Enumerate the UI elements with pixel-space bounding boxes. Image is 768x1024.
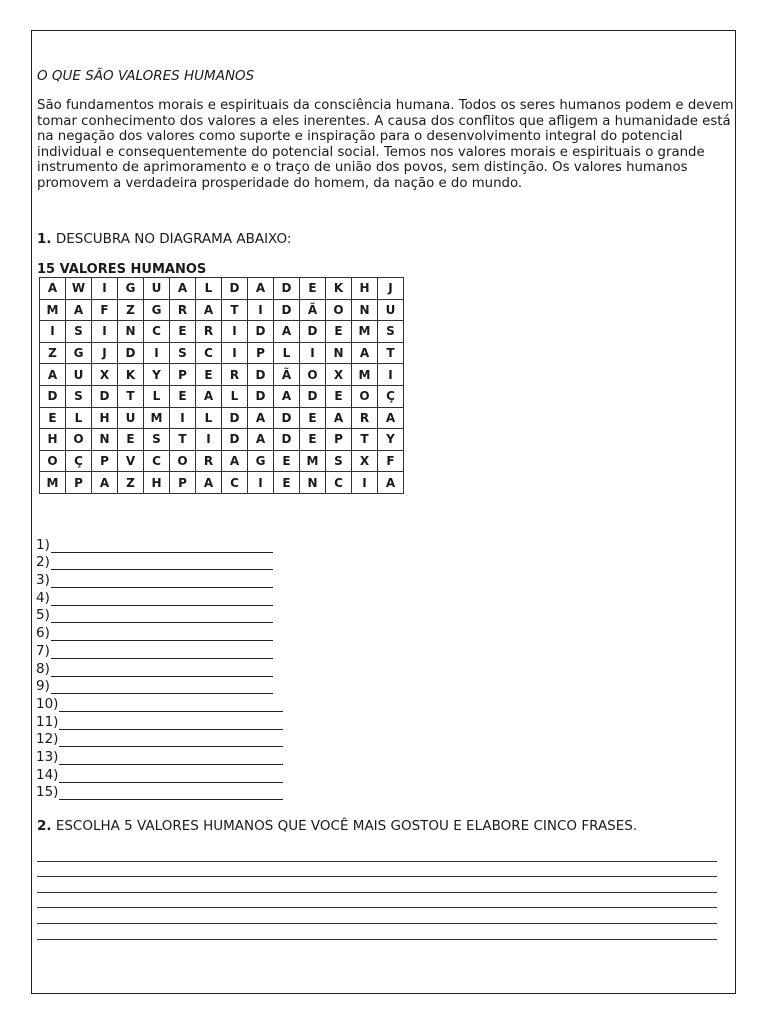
grid-cell: O bbox=[170, 450, 196, 472]
grid-cell: E bbox=[170, 321, 196, 343]
grid-cell: H bbox=[352, 278, 378, 300]
writing-line[interactable] bbox=[37, 862, 717, 878]
grid-cell: M bbox=[40, 472, 66, 494]
answer-row bbox=[36, 535, 283, 553]
grid-cell: C bbox=[222, 472, 248, 494]
grid-cell: U bbox=[66, 364, 92, 386]
grid-cell: I bbox=[92, 278, 118, 300]
grid-cell: I bbox=[352, 472, 378, 494]
grid-row bbox=[40, 429, 404, 451]
grid-cell: E bbox=[274, 472, 300, 494]
page-title: O QUE SÃO VALORES HUMANOS bbox=[37, 68, 255, 84]
answer-row bbox=[36, 747, 283, 765]
grid-cell: D bbox=[300, 385, 326, 407]
grid-cell: C bbox=[196, 342, 222, 364]
grid-cell: I bbox=[248, 299, 274, 321]
grid-cell: G bbox=[248, 450, 274, 472]
grid-cell: F bbox=[92, 299, 118, 321]
grid-cell: T bbox=[352, 429, 378, 451]
answer-row bbox=[36, 712, 283, 730]
grid-cell: D bbox=[274, 278, 300, 300]
grid-cell: E bbox=[300, 278, 326, 300]
word-search-grid bbox=[39, 277, 404, 494]
grid-cell: E bbox=[326, 385, 352, 407]
grid-cell: D bbox=[118, 342, 144, 364]
grid-cell: N bbox=[352, 299, 378, 321]
grid-cell: C bbox=[326, 472, 352, 494]
answer-line[interactable] bbox=[51, 540, 273, 553]
answer-number: 1) bbox=[36, 536, 50, 553]
answer-number: 13) bbox=[36, 748, 59, 765]
grid-cell: S bbox=[144, 429, 170, 451]
grid-cell: D bbox=[92, 385, 118, 407]
grid-cell: Ç bbox=[378, 385, 404, 407]
grid-cell: O bbox=[40, 450, 66, 472]
answer-number: 11) bbox=[36, 713, 59, 730]
grid-cell: M bbox=[352, 321, 378, 343]
grid-cell: R bbox=[222, 364, 248, 386]
answer-line[interactable] bbox=[59, 787, 283, 800]
grid-cell: R bbox=[352, 407, 378, 429]
answer-number: 10) bbox=[36, 695, 59, 712]
grid-cell: A bbox=[248, 407, 274, 429]
grid-cell: Ã bbox=[274, 364, 300, 386]
answer-row bbox=[36, 677, 283, 695]
grid-row bbox=[40, 321, 404, 343]
grid-cell: N bbox=[300, 472, 326, 494]
grid-cell: Z bbox=[40, 342, 66, 364]
grid-cell: I bbox=[144, 342, 170, 364]
answer-line[interactable] bbox=[51, 646, 273, 659]
answer-number: 4) bbox=[36, 589, 50, 606]
grid-cell: D bbox=[222, 407, 248, 429]
grid-cell: R bbox=[196, 450, 222, 472]
grid-cell: J bbox=[378, 278, 404, 300]
grid-cell: U bbox=[144, 278, 170, 300]
grid-cell: P bbox=[326, 429, 352, 451]
grid-cell: E bbox=[196, 364, 222, 386]
answer-row bbox=[36, 694, 283, 712]
grid-cell: I bbox=[196, 429, 222, 451]
grid-cell: Ç bbox=[66, 450, 92, 472]
grid-cell: A bbox=[378, 407, 404, 429]
grid-cell: X bbox=[92, 364, 118, 386]
answer-line[interactable] bbox=[51, 664, 273, 677]
answer-row bbox=[36, 588, 283, 606]
writing-line[interactable] bbox=[37, 846, 717, 862]
answer-row bbox=[36, 641, 283, 659]
grid-cell: T bbox=[118, 385, 144, 407]
answer-number: 6) bbox=[36, 625, 50, 642]
answer-line[interactable] bbox=[59, 770, 283, 783]
grid-cell: P bbox=[248, 342, 274, 364]
grid-cell: A bbox=[222, 450, 248, 472]
grid-cell: L bbox=[196, 407, 222, 429]
grid-cell: T bbox=[222, 299, 248, 321]
grid-cell: Y bbox=[378, 429, 404, 451]
grid-cell: Ã bbox=[300, 299, 326, 321]
answer-number: 8) bbox=[36, 660, 50, 677]
grid-cell: D bbox=[274, 429, 300, 451]
grid-cell: D bbox=[248, 321, 274, 343]
answer-line[interactable] bbox=[51, 628, 273, 641]
grid-cell: S bbox=[378, 321, 404, 343]
grid-row bbox=[40, 450, 404, 472]
grid-cell: L bbox=[222, 385, 248, 407]
question-1 bbox=[37, 231, 291, 247]
grid-cell: A bbox=[326, 407, 352, 429]
grid-cell: E bbox=[118, 429, 144, 451]
grid-row bbox=[40, 299, 404, 321]
writing-line[interactable] bbox=[37, 877, 717, 893]
grid-cell: A bbox=[40, 278, 66, 300]
grid-cell: E bbox=[326, 321, 352, 343]
grid-cell: D bbox=[222, 278, 248, 300]
grid-cell: K bbox=[326, 278, 352, 300]
grid-cell: I bbox=[170, 407, 196, 429]
grid-cell: N bbox=[92, 429, 118, 451]
grid-cell: P bbox=[170, 472, 196, 494]
grid-cell: A bbox=[196, 385, 222, 407]
answer-number: 2) bbox=[36, 554, 50, 571]
grid-cell: H bbox=[144, 472, 170, 494]
question-1-number: 1. bbox=[37, 231, 52, 247]
grid-cell: A bbox=[274, 321, 300, 343]
grid-cell: R bbox=[196, 321, 222, 343]
question-1-text: DESCUBRA NO DIAGRAMA ABAIXO: bbox=[55, 231, 292, 247]
grid-cell: H bbox=[40, 429, 66, 451]
answer-row bbox=[36, 783, 283, 801]
answer-row bbox=[36, 623, 283, 641]
grid-cell: G bbox=[118, 278, 144, 300]
grid-cell: I bbox=[378, 364, 404, 386]
grid-cell: Y bbox=[144, 364, 170, 386]
grid-cell: J bbox=[92, 342, 118, 364]
grid-cell: I bbox=[92, 321, 118, 343]
grid-cell: L bbox=[66, 407, 92, 429]
grid-cell: A bbox=[40, 364, 66, 386]
grid-cell: U bbox=[378, 299, 404, 321]
intro-paragraph: São fundamentos morais e espirituais da consciência humana. Todos os seres humanos podem e devem tomar conhecimento dos valores a eles inerentes. A causa dos conflitos que afligem a humanidade está na negação dos valores como suporte e inspiração para o desenvolvimento integral do potencial individual e consequentemente do potencial social. Temos nos valores morais e espirituais o grande instrumento de aprimoramento e o traço de união dos povos, sem distinção. Os valores humanos promovem a verdadeira prosperidade do homem, da nação e do mundo. bbox=[37, 98, 734, 191]
writing-line[interactable] bbox=[37, 893, 717, 909]
answer-line[interactable] bbox=[59, 734, 283, 747]
grid-cell: L bbox=[144, 385, 170, 407]
grid-cell: A bbox=[248, 429, 274, 451]
grid-cell: E bbox=[300, 407, 326, 429]
grid-cell: P bbox=[66, 472, 92, 494]
grid-cell: A bbox=[170, 278, 196, 300]
grid-row bbox=[40, 364, 404, 386]
grid-cell: L bbox=[196, 278, 222, 300]
grid-cell: A bbox=[378, 472, 404, 494]
grid-cell: N bbox=[326, 342, 352, 364]
grid-cell: Z bbox=[118, 472, 144, 494]
grid-row bbox=[40, 472, 404, 494]
answer-line[interactable] bbox=[51, 593, 273, 606]
grid-cell: E bbox=[170, 385, 196, 407]
grid-cell: E bbox=[40, 407, 66, 429]
answer-number: 14) bbox=[36, 766, 59, 783]
grid-cell: I bbox=[40, 321, 66, 343]
answer-number: 9) bbox=[36, 678, 50, 695]
grid-cell: S bbox=[170, 342, 196, 364]
grid-cell: A bbox=[66, 299, 92, 321]
grid-cell: O bbox=[326, 299, 352, 321]
answer-number: 7) bbox=[36, 642, 50, 659]
grid-cell: D bbox=[248, 364, 274, 386]
grid-cell: A bbox=[196, 299, 222, 321]
answer-row bbox=[36, 765, 283, 783]
answer-line[interactable] bbox=[59, 717, 283, 730]
grid-cell: D bbox=[40, 385, 66, 407]
answer-row bbox=[36, 730, 283, 748]
grid-cell: D bbox=[274, 407, 300, 429]
answer-row bbox=[36, 659, 283, 677]
grid-cell: M bbox=[144, 407, 170, 429]
grid-cell: S bbox=[66, 321, 92, 343]
grid-cell: M bbox=[300, 450, 326, 472]
answer-list bbox=[36, 535, 283, 800]
grid-cell: M bbox=[352, 364, 378, 386]
grid-cell: A bbox=[352, 342, 378, 364]
grid-title: 15 VALORES HUMANOS bbox=[37, 262, 207, 277]
grid-cell: A bbox=[274, 385, 300, 407]
grid-cell: N bbox=[118, 321, 144, 343]
grid-row bbox=[40, 278, 404, 300]
grid-cell: P bbox=[92, 450, 118, 472]
grid-row bbox=[40, 385, 404, 407]
answer-row bbox=[36, 606, 283, 624]
grid-cell: Z bbox=[118, 299, 144, 321]
answer-row bbox=[36, 553, 283, 571]
writing-line[interactable] bbox=[37, 908, 717, 924]
grid-cell: X bbox=[352, 450, 378, 472]
grid-cell: R bbox=[170, 299, 196, 321]
answer-number: 5) bbox=[36, 607, 50, 624]
answer-line[interactable] bbox=[51, 557, 273, 570]
grid-cell: U bbox=[118, 407, 144, 429]
grid-cell: O bbox=[352, 385, 378, 407]
grid-cell: E bbox=[300, 429, 326, 451]
grid-cell: I bbox=[222, 321, 248, 343]
grid-cell: D bbox=[274, 299, 300, 321]
grid-cell: I bbox=[248, 472, 274, 494]
grid-cell: A bbox=[92, 472, 118, 494]
answer-line[interactable] bbox=[51, 681, 273, 694]
grid-cell: K bbox=[118, 364, 144, 386]
grid-cell: C bbox=[144, 321, 170, 343]
grid-cell: D bbox=[222, 429, 248, 451]
grid-cell: P bbox=[170, 364, 196, 386]
answer-number: 12) bbox=[36, 731, 59, 748]
grid-cell: W bbox=[66, 278, 92, 300]
answer-line[interactable] bbox=[51, 610, 273, 623]
grid-cell: T bbox=[378, 342, 404, 364]
answer-number: 15) bbox=[36, 784, 59, 801]
grid-cell: D bbox=[248, 385, 274, 407]
grid-cell: S bbox=[66, 385, 92, 407]
answer-number: 3) bbox=[36, 572, 50, 589]
grid-cell: O bbox=[66, 429, 92, 451]
answer-line[interactable] bbox=[51, 575, 273, 588]
grid-cell: I bbox=[300, 342, 326, 364]
grid-cell: C bbox=[144, 450, 170, 472]
answer-row bbox=[36, 570, 283, 588]
answer-line[interactable] bbox=[59, 699, 283, 712]
grid-cell: T bbox=[170, 429, 196, 451]
grid-cell: E bbox=[274, 450, 300, 472]
grid-cell: O bbox=[300, 364, 326, 386]
writing-line[interactable] bbox=[37, 924, 717, 940]
grid-row bbox=[40, 342, 404, 364]
grid-cell: S bbox=[326, 450, 352, 472]
grid-cell: M bbox=[40, 299, 66, 321]
grid-cell: D bbox=[300, 321, 326, 343]
question-2-text: ESCOLHA 5 VALORES HUMANOS QUE VOCÊ MAIS GOSTOU E ELABORE CINCO FRASES. bbox=[55, 818, 638, 834]
grid-cell: G bbox=[66, 342, 92, 364]
grid-cell: X bbox=[326, 364, 352, 386]
question-2 bbox=[37, 818, 637, 834]
answer-line[interactable] bbox=[59, 752, 283, 765]
grid-cell: F bbox=[378, 450, 404, 472]
grid-row bbox=[40, 407, 404, 429]
grid-cell: A bbox=[196, 472, 222, 494]
grid-cell: H bbox=[92, 407, 118, 429]
writing-lines bbox=[37, 846, 717, 940]
grid-cell: I bbox=[222, 342, 248, 364]
question-2-number: 2. bbox=[37, 818, 52, 834]
grid-cell: V bbox=[118, 450, 144, 472]
grid-cell: A bbox=[248, 278, 274, 300]
grid-cell: G bbox=[144, 299, 170, 321]
grid-cell: L bbox=[274, 342, 300, 364]
